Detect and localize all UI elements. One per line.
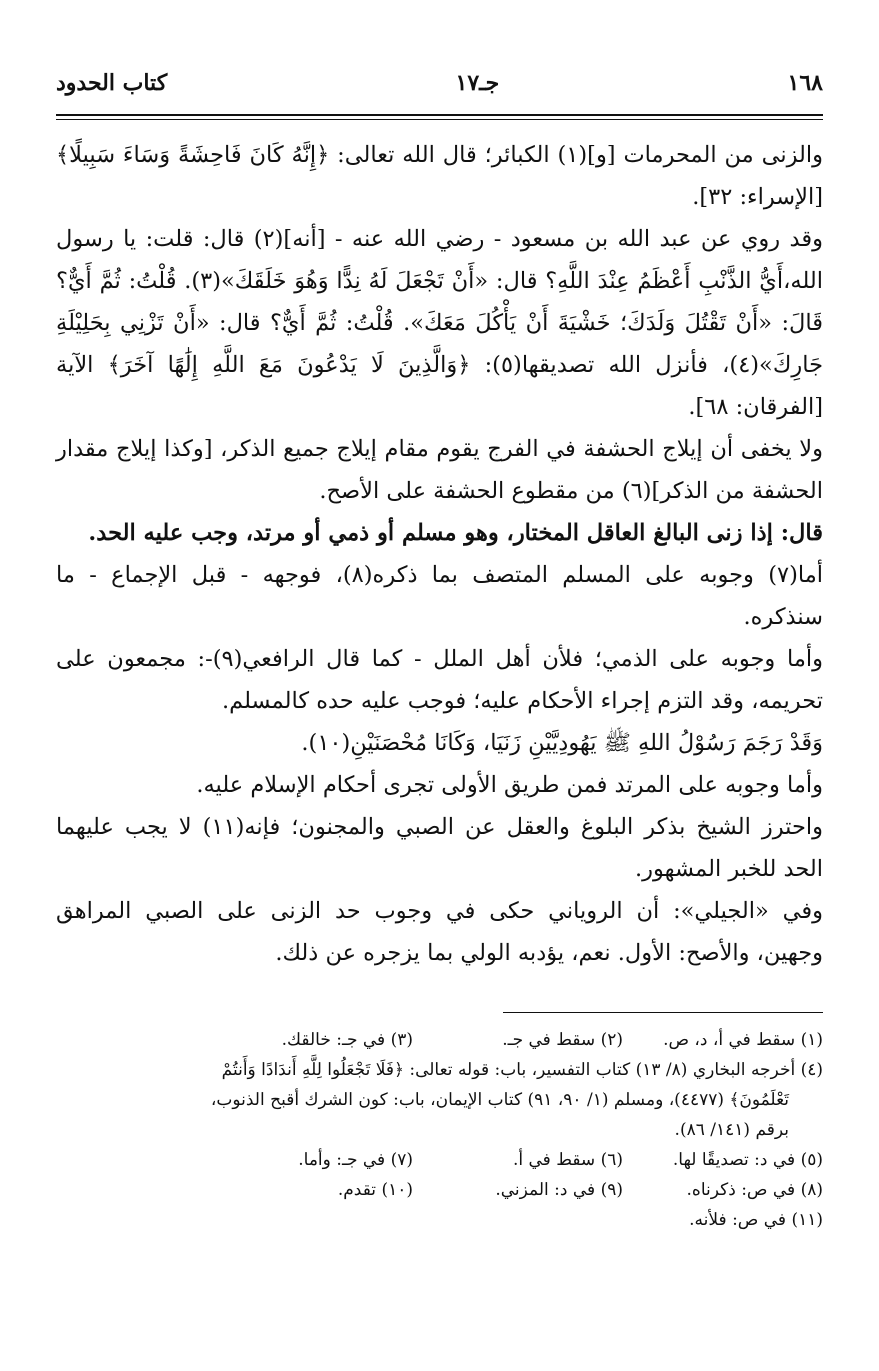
footnote-separator <box>503 1012 823 1013</box>
paragraph: وفي «الجيلي»: أن الروياني حكى في وجوب حد الزنى على الصبي المراهق وجهين، والأصح: الأول. نعم، يؤدبه الولي بما يزجره عن ذلك. <box>56 898 823 966</box>
footnote-1: (١) سقط في أ، د، ص. <box>663 1030 823 1050</box>
footnote-4-line-1: (٤) أخرجه البخاري (٨/ ١٣) كتاب التفسير، باب: قوله تعالى: ﴿فَلَا تَجْعَلُوا لِلَّهِ أَندَادًا وَأَنتُمْ <box>221 1060 823 1080</box>
footnote-11: (١١) في ص: فلأنه. <box>689 1210 823 1230</box>
footnote-row <box>56 1025 823 1055</box>
paragraph: أما(٧) وجوبه على المسلم المتصف بما ذكره(٨)، فوجهه - قبل الإجماع - ما سنذكره. <box>56 562 823 630</box>
footnote-3: (٣) في جـ: خالقك. <box>281 1030 413 1050</box>
page <box>56 70 823 1235</box>
paragraph: وَقَدْ رَجَمَ رَسُوْلُ اللهِ ﷺ يَهُودِيَّيْنِ زَنَيَا، وَكَانَا مُحْصَنَيْنِ(١٠). <box>301 730 823 756</box>
paragraph: وأما وجوبه على الذمي؛ فلأن أهل الملل - كما قال الرافعي(٩)-: مجمعون على تحريمه، وقد التزم إجراء الأحكام عليه؛ فوجب عليه حده كالمسلم. <box>56 646 823 714</box>
footnote-8: (٨) في ص: ذكرناه. <box>686 1180 823 1200</box>
header-rule-thin <box>56 119 823 120</box>
matn-paragraph: قال: إذا زنى البالغ العاقل المختار، وهو مسلم أو ذمي أو مرتد، وجب عليه الحد. <box>88 520 823 546</box>
footnote-4-line-3: برقم (١٤١/ ٨٦). <box>674 1120 789 1140</box>
footnotes <box>56 1025 823 1235</box>
paragraph: ولا يخفى أن إيلاج الحشفة في الفرج يقوم مقام إيلاج جميع الذكر، [وكذا إيلاج مقدار الحشفة من الذكر](٦) من مقطوع الحشفة على الأصح. <box>56 436 823 504</box>
paragraph: وقد روي عن عبد الله بن مسعود - رضي الله عنه - [أنه](٢) قال: قلت: يا رسول الله،أَيُّ الذَّنْبِ أَعْظَمُ عِنْدَ اللَّهِ؟ قال: «أَنْ تَجْعَلَ لَهُ نِدًّا وَهُوَ خَلَقَكَ»(٣). قُلْتُ: ثُمَّ أَيٌّ؟ قَالَ: «أَنْ تَقْتُلَ وَلَدَكَ؛ خَشْيَةَ أَنْ يَأْكُلَ مَعَكَ». قُلْتُ: ثُمَّ أَيٌّ؟ قال: «أَنْ تَزْنِي بِحَلِيْلَةِ جَارِكَ»(٤)، فأنزل الله تصديقها(٥): ﴿وَالَّذِينَ لَا يَدْعُونَ مَعَ اللَّهِ إِلَٰهًا آخَرَ﴾ الآية [الفرقان: ٦٨]. <box>56 226 823 420</box>
running-header <box>56 70 823 110</box>
footnote-7: (٧) في جـ: وأما. <box>298 1150 413 1170</box>
volume-label: جـ١٧ <box>455 70 500 96</box>
footnote-2: (٢) سقط في جـ. <box>502 1030 623 1050</box>
page-number: ١٦٨ <box>787 70 823 96</box>
paragraph: والزنى من المحرمات [و](١) الكبائر؛ قال الله تعالى: ﴿إِنَّهُ كَانَ فَاحِشَةً وَسَاءَ سَبِيلًا﴾ [الإسراء: ٣٢]. <box>56 142 824 210</box>
footnote-10: (١٠) تقدم. <box>337 1180 413 1200</box>
paragraph: واحترز الشيخ بذكر البلوغ والعقل عن الصبي والمجنون؛ فإنه(١١) لا يجب عليهما الحد للخبر المشهور. <box>56 814 823 882</box>
footnote-5: (٥) في د: تصديقًا لها. <box>672 1150 823 1170</box>
header-rule-thick <box>56 114 823 116</box>
footnote-9: (٩) في د: المزني. <box>495 1180 623 1200</box>
footnote-6: (٦) سقط في أ. <box>512 1150 623 1170</box>
paragraph: وأما وجوبه على المرتد فمن طريق الأولى تجرى أحكام الإسلام عليه. <box>196 772 823 798</box>
main-text <box>56 134 823 974</box>
footnote-row <box>56 1175 823 1205</box>
book-title: كتاب الحدود <box>56 70 168 96</box>
footnote-4-line-2: تَعْلَمُونَ﴾ (٤٤٧٧)، ومسلم (١/ ٩٠، ٩١) كتاب الإيمان، باب: كون الشرك أقبح الذنوب، <box>210 1090 789 1110</box>
footnote-row <box>56 1145 823 1175</box>
